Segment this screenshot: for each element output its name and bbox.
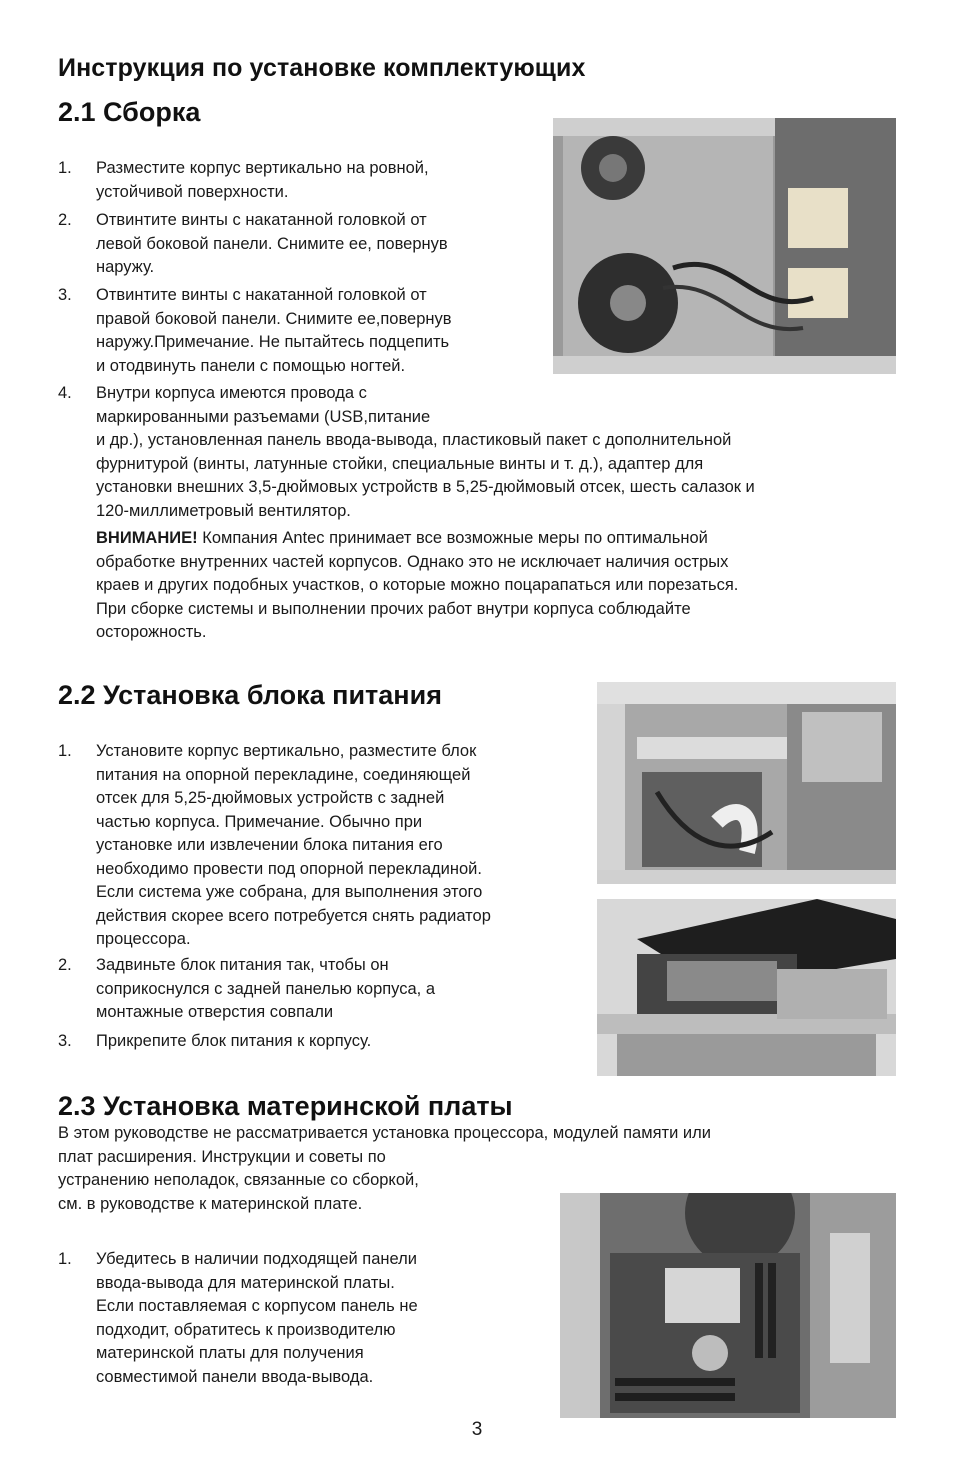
list-text: Установите корпус вертикально, разместите блок питания на опорной перекладине, соединяющей отсек для 5,25-дюймовых устройств с задней частью корпуса. Примечание. Обычно при установке или извлечении блока питания его необходимо провести под опорной перекладиной. Если система уже собрана, для выполнения этого действия скорее всего потребуется снять радиатор процессора.	[96, 742, 491, 948]
section-intro: В этом руководстве не рассматривается установка процессора, модулей памяти или плат расширения. Инструкции и советы по устранению неполадок, связанные со сборкой, см. в руководстве к материнской плате.	[58, 1124, 711, 1213]
section-heading-motherboard: 2.3 Установка материнской платы	[58, 1091, 513, 1121]
list-number: 3.	[58, 1032, 72, 1050]
list-number: 1.	[58, 159, 72, 177]
warning-label: ВНИМАНИЕ!	[96, 529, 198, 547]
list-text: Внутри корпуса имеются провода с маркированными разъемами (USB,питание и др.), установленная панель ввода-вывода, пластиковый пакет с дополнительной фурнитурой (винты, латунные стойки, специальные винты и т. д.), адаптер для установки внешних 3,5-дюймовых устройств в 5,25-дюймовый отсек, шесть салазок и 120-миллиметровый вентилятор.	[96, 384, 755, 520]
warning-text-rest: обработке внутренних частей корпусов. Однако это не исключает наличия острых краев и других подобных участков, о которые можно поцарапаться или порезаться. При сборке системы и выполнении прочих работ внутри корпуса соблюдайте осторожность.	[96, 552, 739, 641]
warning-text-first: Компания Antec принимает все возможные меры по оптимальной	[197, 529, 708, 547]
list-text: Разместите корпус вертикально на ровной, устойчивой поверхности.	[96, 159, 429, 201]
psu-installed-photo	[597, 899, 896, 1076]
warning-paragraph	[96, 527, 896, 645]
psu-insert-photo	[597, 682, 896, 884]
list-number: 2.	[58, 211, 72, 229]
list-text: Отвинтите винты с накатанной головкой от правой боковой панели. Снимите ее,повернув наружу.Примечание. Не пытайтесь подцепить и отодвинуть панели с помощью ногтей.	[96, 286, 452, 375]
list-number: 4.	[58, 384, 72, 402]
list-number: 2.	[58, 956, 72, 974]
list-number: 1.	[58, 1250, 72, 1268]
list-text: Прикрепите блок питания к корпусу.	[96, 1032, 372, 1050]
list-text: Убедитесь в наличии подходящей панели ввода-вывода для материнской платы. Если поставляемая с корпусом панель не подходит, обратитесь к производителю материнской платы для получения совместимой панели ввода-вывода.	[96, 1250, 418, 1386]
list-number: 1.	[58, 742, 72, 760]
case-interior-photo	[553, 118, 896, 374]
list-text: Отвинтите винты с накатанной головкой от левой боковой панели. Снимите ее, повернув наружу.	[96, 211, 448, 276]
document-title: Инструкция по установке комплектующих	[58, 54, 586, 82]
list-number: 3.	[58, 286, 72, 304]
page-number: 3	[471, 1419, 483, 1440]
section-heading-psu: 2.2 Установка блока питания	[58, 680, 442, 710]
list-text: Задвиньте блок питания так, чтобы он соприкоснулся с задней панелью корпуса, а монтажные отверстия совпали	[96, 956, 436, 1021]
section-heading-assembly: 2.1 Сборка	[58, 97, 201, 127]
motherboard-photo	[560, 1193, 896, 1418]
